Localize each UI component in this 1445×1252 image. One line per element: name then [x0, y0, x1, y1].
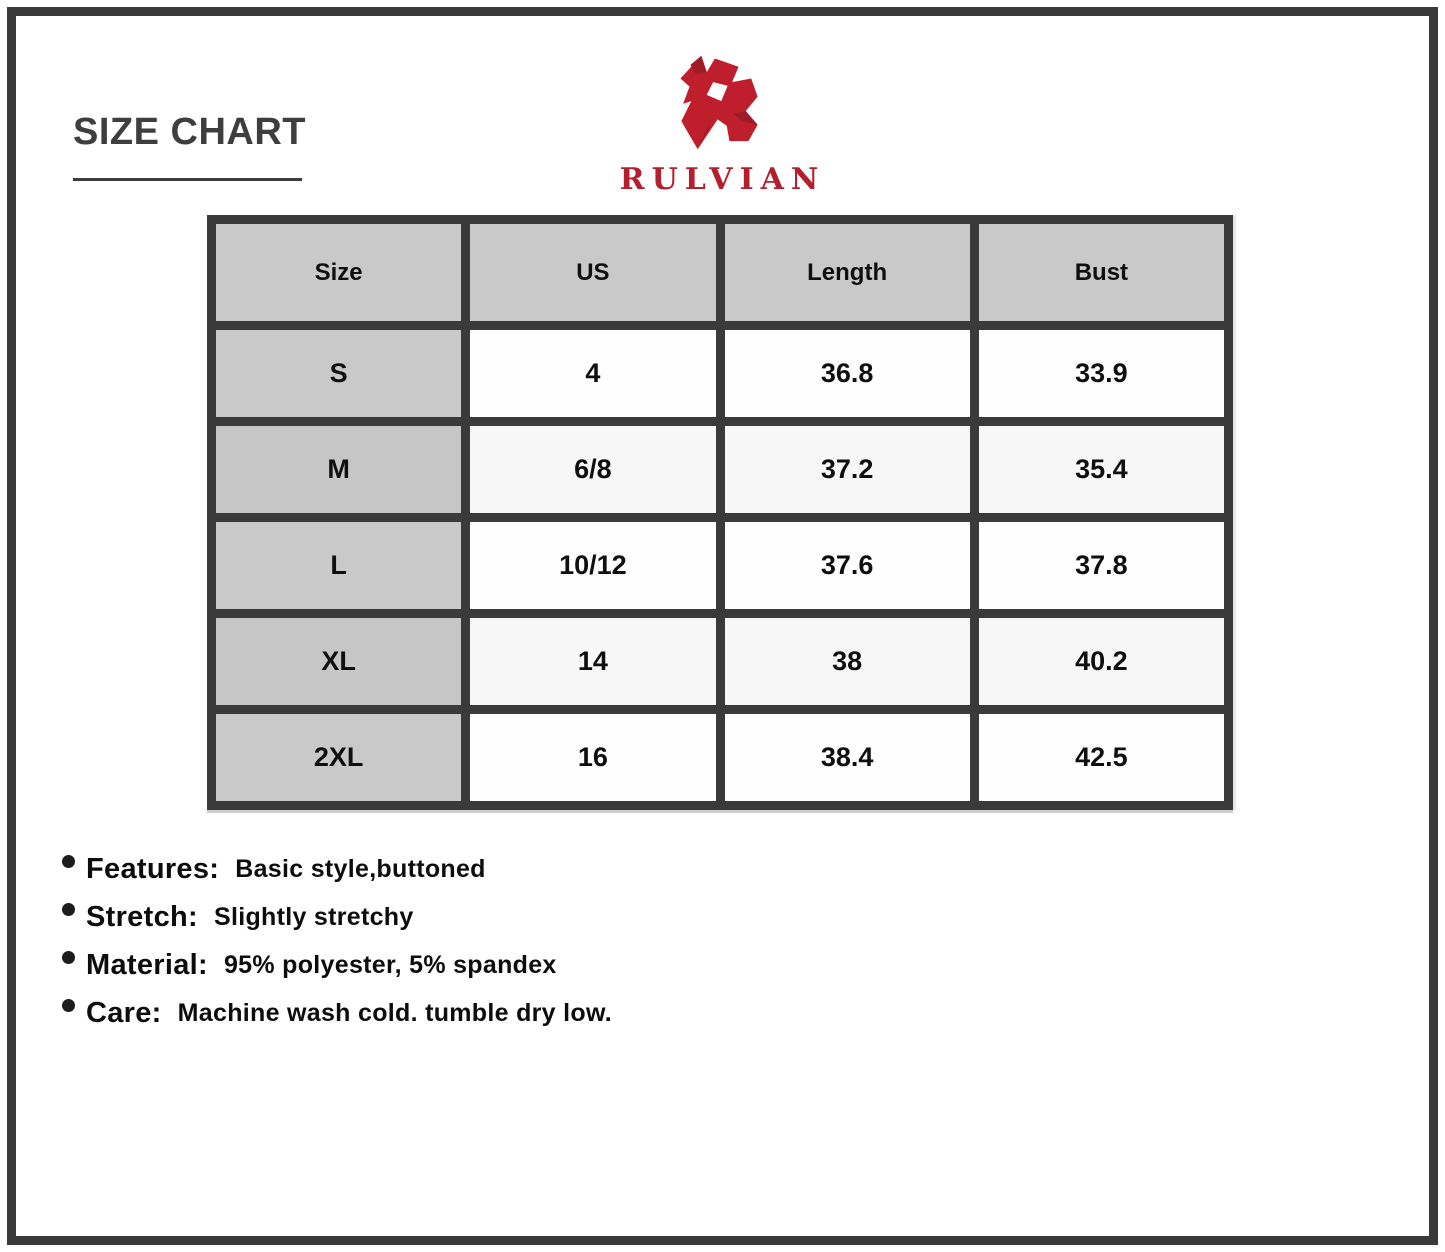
size-table-header-us: US: [470, 224, 715, 321]
size-table-header-length: Length: [725, 224, 970, 321]
detail-label: Features:: [86, 852, 220, 885]
cell-size-2xl: 2XL: [216, 714, 461, 801]
cell-us-m: 6/8: [470, 426, 715, 513]
detail-value: Machine wash cold. tumble dry low.: [177, 998, 613, 1027]
size-table-header-row: [216, 224, 1224, 321]
detail-value: 95% polyester, 5% spandex: [223, 950, 557, 979]
cell-length-s: 36.8: [725, 330, 970, 417]
cell-bust-xl: 40.2: [979, 618, 1224, 705]
cell-us-s: 4: [470, 330, 715, 417]
size-table: [207, 215, 1233, 810]
detail-item-stretch: [62, 893, 612, 941]
cell-length-m: 37.2: [725, 426, 970, 513]
detail-label: Stretch:: [86, 900, 198, 933]
detail-item-features: [62, 845, 612, 893]
bullet-icon: [62, 951, 75, 964]
cell-length-xl: 38: [725, 618, 970, 705]
table-row-m: [216, 426, 1224, 513]
product-details-list: [62, 845, 612, 1037]
cell-bust-s: 33.9: [979, 330, 1224, 417]
cell-bust-2xl: 42.5: [979, 714, 1224, 801]
table-row-xl: [216, 618, 1224, 705]
cell-bust-l: 37.8: [979, 522, 1224, 609]
table-row-s: [216, 330, 1224, 417]
bullet-icon: [62, 999, 75, 1012]
detail-label: Material:: [86, 948, 208, 981]
detail-item-material: [62, 941, 612, 989]
size-table-header-bust: Bust: [979, 224, 1224, 321]
cell-size-l: L: [216, 522, 461, 609]
brand-r-monogram-icon: [663, 48, 781, 158]
table-row-2xl: [216, 714, 1224, 801]
cell-us-l: 10/12: [470, 522, 715, 609]
title-block: [73, 110, 306, 181]
cell-size-m: M: [216, 426, 461, 513]
cell-us-xl: 14: [470, 618, 715, 705]
detail-item-care: [62, 989, 612, 1037]
cell-size-s: S: [216, 330, 461, 417]
title-underline: [73, 178, 302, 181]
detail-value: Basic style,buttoned: [235, 854, 486, 883]
cell-us-2xl: 16: [470, 714, 715, 801]
cell-size-xl: XL: [216, 618, 461, 705]
size-table-header-size: Size: [216, 224, 461, 321]
cell-length-2xl: 38.4: [725, 714, 970, 801]
bullet-icon: [62, 855, 75, 868]
cell-length-l: 37.6: [725, 522, 970, 609]
bullet-icon: [62, 903, 75, 916]
brand-name: RULVIAN: [619, 162, 826, 197]
detail-label: Care:: [86, 996, 162, 1029]
cell-bust-m: 35.4: [979, 426, 1224, 513]
detail-value: Slightly stretchy: [213, 902, 414, 931]
brand-logo: [620, 48, 826, 197]
page-title: SIZE CHART: [73, 111, 306, 153]
table-row-l: [216, 522, 1224, 609]
